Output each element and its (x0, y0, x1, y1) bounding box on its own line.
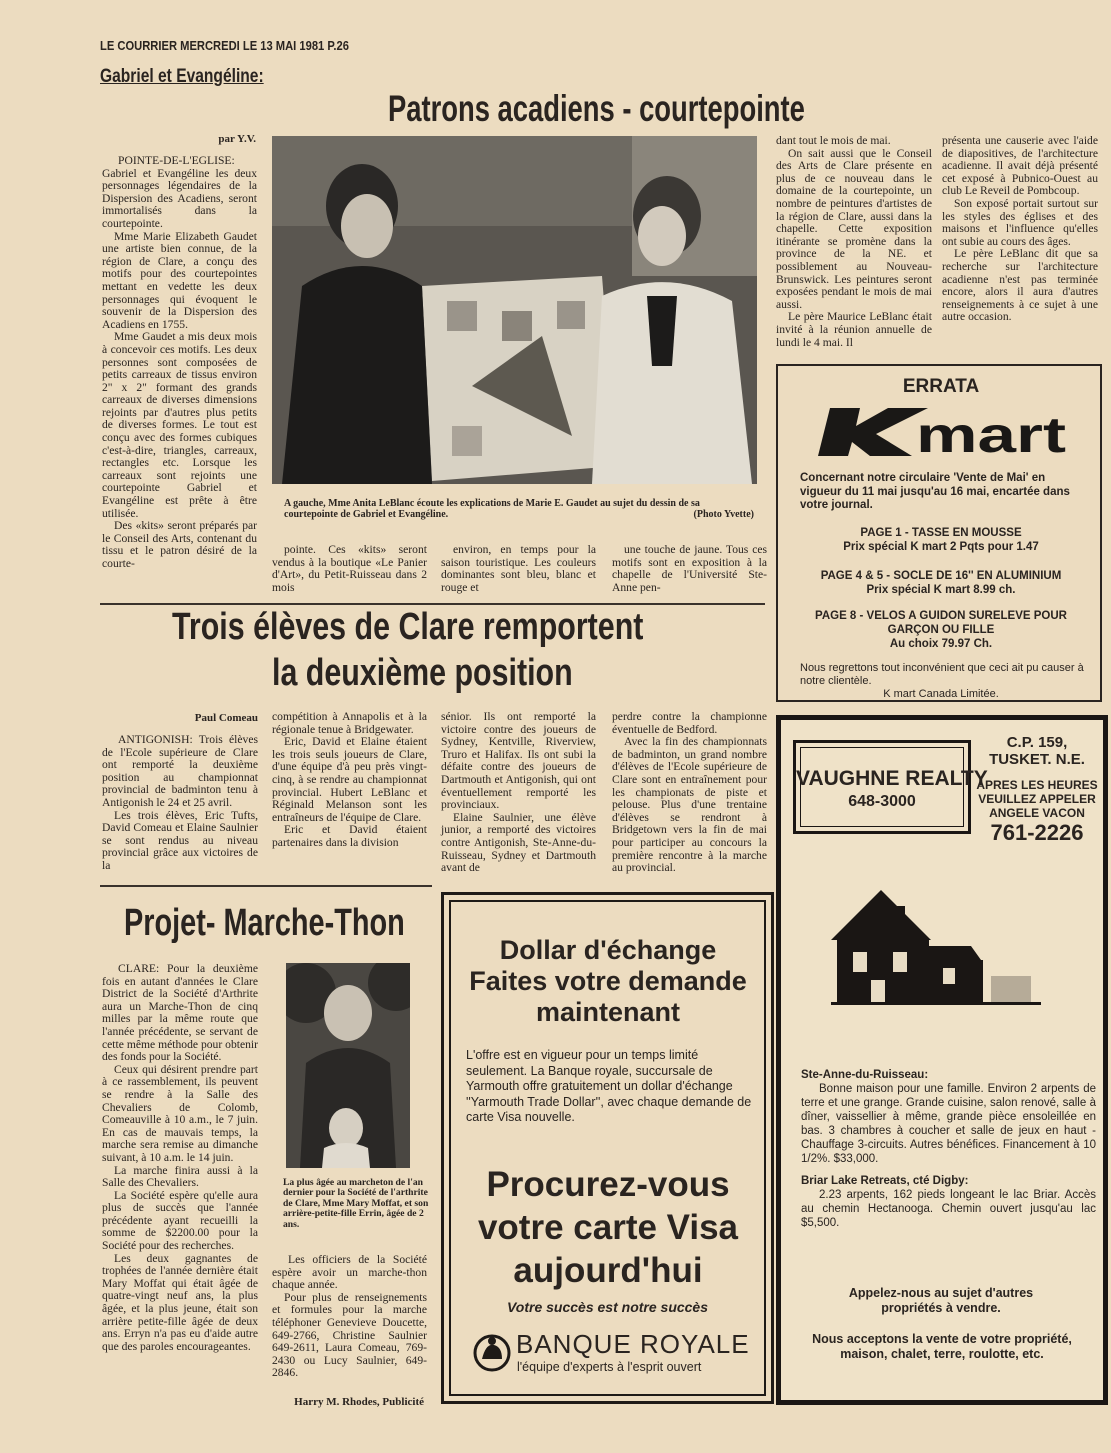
paragraph: présenta une causerie avec l'aide de diapositives, de l'architecture acadienne. Il avait déjà présenté cet exposé à Pubnico-Ouest au club Le Reveil de Pombcoup. (942, 134, 1098, 198)
masthead: LE COURRIER MERCREDI LE 13 MAI 1981 P.26 (100, 38, 349, 53)
errata-item (788, 609, 1094, 651)
bank-ad-cta: Procurez-vous votre carte Visa aujourd'hui (477, 1165, 739, 1290)
article2-col2 (272, 711, 427, 850)
paragraph: perdre contre la championne éventuelle de Bedford. (612, 710, 767, 736)
listing2-text: 2.23 arpents, 162 pieds longeant le lac Briar. Accès au chemin Hectanooga. Chemin ouvert jusqu'au lac $5,500. (801, 1189, 1096, 1229)
photo-caption (284, 498, 754, 520)
quilt-photo-image (272, 136, 757, 484)
kmart-logo (808, 406, 1068, 458)
article1-col1 (102, 155, 257, 571)
paragraph: CLARE: Pour la deuxième fois en autant d'années le Clare District de la Société d'Arthrite aura un Marche-Thon de cinq milles par la même route que l'année précédente, se servant de cette même méthode pour obtenir des fonds pour la Société. (102, 962, 258, 1064)
section-divider (100, 603, 765, 605)
photo-caption-text: A gauche, Mme Anita LeBlanc écoute les explications de Marie E. Gaudet au sujet du dessin de sa courtepointe de Gabriel et Evangéline. (284, 498, 700, 520)
paragraph: Mme Marie Elizabeth Gaudet une artiste bien connue, de la région de Clare, a conçu des motifs pour des courtepointes mettant en vedette les deux personnages qui évoquent le souvenir de la Dispersion des Acadiens en 1755. (102, 229, 257, 331)
paragraph: On sait aussi que le Conseil des Arts de Clare présente en plus de ce nouveau dans le domaine de la courtepointe, un nombre de peintures d'artistes de la région de Clare, aussi dans la chapelle. Cette exposition itinérante se promène dans la province de la NE. et possiblement au Nouveau-Brunswick. Les peintures seront exposées pendant le mois de mai aussi. (776, 146, 932, 311)
lion-crest-icon (472, 1333, 512, 1373)
article3-signature: Harry M. Rhodes, Publicité (294, 1396, 424, 1408)
paragraph: La marche finira aussi à la Salle des Chevaliers. (102, 1163, 258, 1190)
article1-bottom-col2 (441, 544, 596, 594)
errata-signature: K mart Canada Limitée. (883, 688, 999, 700)
paragraph: pointe. Ces «kits» seront vendus à la boutique «Le Panier d'Art», du Petit-Ruisseau dans 2 mois (272, 543, 427, 594)
errata-item-line: Au choix 79.97 Ch. (889, 638, 993, 650)
paragraph: environ, en temps pour la saison touristique. Les couleurs dominantes sont bleu, blanc et rouge et (441, 543, 596, 594)
listing1-title: Ste-Anne-du-Ruisseau: (801, 1069, 929, 1081)
paragraph: Les trois élèves, Eric Tufts, David Comeau et Elaine Saulnier se sont rendus au niveau provincial grâce aux victoires de la (102, 808, 258, 872)
marchethon-photo (286, 963, 410, 1168)
realty-after-hours (971, 778, 1103, 820)
realty-call-text: Appelez-nous au sujet d'autres propriétés à vendre. (848, 1286, 1034, 1315)
house-icon (831, 880, 1041, 1010)
quilt-photo (272, 136, 757, 484)
errata-item-line: Prix spécial K mart 2 Pqts pour 1.47 (843, 541, 1039, 553)
errata-item (788, 526, 1094, 554)
bank-ad-body: L'offre est en vigueur pour un temps limité seulement. La Banque royale, succursale de Yarmouth offre gratuitement un dollar d'échange ''Yarmouth Trade Dollar'', avec chaque demande de carte Visa nouvelle. (466, 1048, 752, 1124)
paragraph: Les deux gagnantes de trophées de l'année dernière était Mary Moffat qui était âgée de quatre-vingt neuf ans, la plus âgée, et la plus jeune, était son arrière petite-fille âgée de deux ans. Erryn n'a pas eu d'aide autre que des paroles encourageantes. (102, 1251, 258, 1353)
paragraph: Eric et David étaient partenaires dans la division (272, 823, 427, 849)
lion-crest-icon-svg (472, 1333, 512, 1373)
paragraph: POINTE-DE-L'EGLISE: Gabriel et Evangéline les deux personnages légendaires de la Dispersion des Acadiens, seront immortalisés dans la courtepointe. (102, 154, 257, 230)
errata-item-line: PAGE 8 - VELOS A GUIDON SURELEVE POUR (815, 610, 1067, 622)
kmart-logo-icon (808, 406, 1068, 458)
realty-address-line: C.P. 159, (1006, 734, 1068, 751)
errata-item-line: Prix spécial K mart 8.99 ch. (866, 584, 1016, 596)
paragraph: Elaine Saulnier, une élève junior, a remporté des victoires contre Antigonish, Ste-Anne-du-Ruisseau, Sydney et Dartmouth avant de (441, 810, 596, 875)
article1-col4 (942, 135, 1098, 324)
bank-tagline: l'équipe d'experts à l'esprit ouvert (517, 1360, 702, 1374)
article2-col3 (441, 711, 596, 875)
article3-headline: Projet- Marche-Thon (124, 902, 405, 944)
paragraph: Le père Maurice LeBlanc était invité à la réunion annuelle de lundi le 4 mai. Il (776, 310, 932, 349)
paragraph: Des «kits» seront préparés par le Conseil des Arts, contenant du tissu et le patron désiré de la courte- (102, 519, 257, 570)
house-illustration (831, 880, 1041, 1010)
realty-address (971, 734, 1103, 768)
errata-item-line: GARÇON OU FILLE (887, 624, 995, 636)
listing1-text: Bonne maison pour une famille. Environ 2 arpents de terre et une grange. Grande cuisine, salon renové, salle à dîner, vaissellier à même, grande pièce ensoleillée en bas. 3 chambres à coucher et salle de jeux en haut - Chauffage 3-circuits. Autres bénéfices. Financement à 10 1/2%. $33,000. (801, 1083, 1096, 1165)
paragraph: Le père LeBlanc dit que sa recherche sur l'architecture acadienne n'est pas terminée encore, alors il aura d'autres renseignements à ce sujet à une autre occasion. (942, 247, 1098, 324)
realty-ad (776, 715, 1108, 1405)
bank-ad-headline: Dollar d'échange Faites votre demande maintenant (469, 935, 747, 1027)
realty-after-hours-phone: 761-2226 (990, 820, 1084, 845)
errata-intro: Concernant notre circulaire 'Vente de Mai' en vigueur du 11 mai jusqu'au 16 mai, encartée dans votre journal. (800, 472, 1070, 511)
svg-text:mart: mart (916, 407, 1067, 458)
paragraph: sénior. Ils ont remporté la victoire contre des joueurs de Sydney, Kentville, Riverview, Truro et Halifax. Ils ont subi la défaite contre des joueurs de Dartmouth et Antigonish, qui ont éventuellement remporté les provinciaux. (441, 710, 596, 812)
article3-col2 (272, 1254, 427, 1380)
article3-col1 (102, 963, 258, 1353)
marchethon-photo-image (286, 963, 410, 1168)
realty-logo-box (793, 740, 988, 834)
article2-headline-line2: la deuxième position (272, 652, 573, 694)
realty-phone: 648-3000 (848, 793, 916, 810)
article1-byline: par Y.V. (218, 133, 256, 145)
article2-byline: Paul Comeau (194, 712, 258, 724)
paragraph: Eric, David et Elaine étaient les trois seuls joueurs de Clare, d'une équipe d'à peu près vingt-cinq, à se rendre au championnat provincial. Hubert LeBlanc et Réginald Melanson sont les entraîneurs de l'équipe de Clare. (272, 735, 427, 824)
bank-ad-slogan: Votre succès est notre succès (506, 1299, 709, 1315)
article1-bottom-col1 (272, 544, 427, 594)
paragraph: ANTIGONISH: Trois élèves de l'Ecole supérieure de Clare ont remporté la deuxième position au championnat provincial de badminton tenu à Antigonish le 24 et 25 avril. (102, 733, 258, 809)
paragraph: compétition à Annapolis et à la régionale tenue à Bridgewater. (272, 710, 427, 736)
paragraph: Pour plus de renseignements et formules pour la marche téléphoner Genevieve Doucette, 649-2766, Christine Saulnier 649-2611, Laura Comeau, 769-2430 ou Lucy Saulnier, 649-2846. (272, 1290, 427, 1380)
article1-col3 (776, 135, 932, 349)
bank-ad (441, 892, 774, 1404)
paragraph: La Société espère qu'elle aura plus de succès que l'année précédente ayant recueilli la somme de $2200.00 pour la Société pour des recherches. (102, 1188, 258, 1253)
marchethon-photo-caption: La plus âgée au marcheton de l'an dernier pour la Société de l'arthrite de Clare, Mme Mary Moffat, et son arrière-petite-fille Errin, âgée de 2 ans. (283, 1177, 429, 1230)
errata-item-line: PAGE 1 - TASSE EN MOUSSE (860, 527, 1022, 539)
paragraph: Les officiers de la Société espère avoir un marche-thon chaque année. (272, 1253, 427, 1292)
article1-headline: Patrons acadiens - courtepointe (388, 88, 805, 129)
paragraph: Ceux qui désirent prendre part à ce rassemblement, ils peuvent se rendre à la Salle des Chevaliers de Colomb, Comeauville à 10 a.m., le 7 juin. En cas de mauvais temps, la marche sera remise au dimanche suivant, à 10 a.m. le 14 juin. (102, 1062, 258, 1164)
paragraph: Mme Gaudet a mis deux mois à concevoir ces motifs. Les deux personnes sont composées de petits carreaux de tissus environ 2" x 2" formant des grands carreaux de diverses dimensions rejoints par d'autres plus petits de diverses formes. Le tout est conçu avec des formes cubiques c'est-à-dire, triangles, carreaux, rectangles etc. Lorsque les carreaux sont rejoints une courtepointe Gabriel et Evangéline est prête à être utilisée. (102, 330, 257, 520)
realty-address-line: TUSKET. N.E. (989, 751, 1085, 768)
bank-name: BANQUE ROYALE (516, 1329, 750, 1359)
paragraph: Son exposé portait surtout sur les styles des églises et des maisons et l'influence qu'elles ont subie au cours des âges. (942, 196, 1098, 248)
errata-item (788, 569, 1094, 597)
article2-col1 (102, 734, 258, 873)
paragraph: dant tout le mois de mai. (776, 134, 891, 147)
realty-after-hours-line: APRES LES HEURES (976, 778, 1098, 792)
section-divider (100, 885, 432, 887)
realty-after-hours-line: VEUILLEZ APPELER (978, 792, 1096, 806)
photo-credit: (Photo Yvette) (693, 509, 754, 520)
listing2-title: Briar Lake Retreats, cté Digby: (801, 1175, 969, 1187)
article2-headline-line1: Trois élèves de Clare remportent (172, 606, 644, 648)
errata-title: ERRATA (902, 376, 980, 397)
realty-after-hours-line: ANGELE VACON (989, 806, 1085, 820)
errata-regret: Nous regrettons tout inconvénient que ceci ait pu causer à notre clientèle. (800, 662, 1084, 687)
article2-col4 (612, 711, 767, 875)
paragraph: Avec la fin des championnats de badminton, un grand nombre d'élèves de l'Ecole supérieure de Clare sont en entraînement pour les championats de piste et pelouse. Plus d'une trentaine d'élèves se rendront à Bridgetown vers la fin de mai pour participer au concours la première rencontre à la marche au provincial. (612, 735, 767, 875)
realty-name: VAUGHNE REALTY (796, 767, 988, 790)
paragraph: une touche de jaune. Tous ces motifs sont en exposition à la chapelle de l'Université Ste-Anne pen- (612, 543, 767, 594)
realty-accept-text: Nous acceptons la vente de votre propriété, maison, chalet, terre, roulotte, etc. (812, 1332, 1072, 1361)
article1-bottom-col3 (612, 544, 767, 594)
errata-box (776, 364, 1102, 702)
article1-kicker: Gabriel et Evangéline: (100, 66, 264, 87)
errata-item-line: PAGE 4 & 5 - SOCLE DE 16'' EN ALUMINIUM (820, 570, 1062, 582)
